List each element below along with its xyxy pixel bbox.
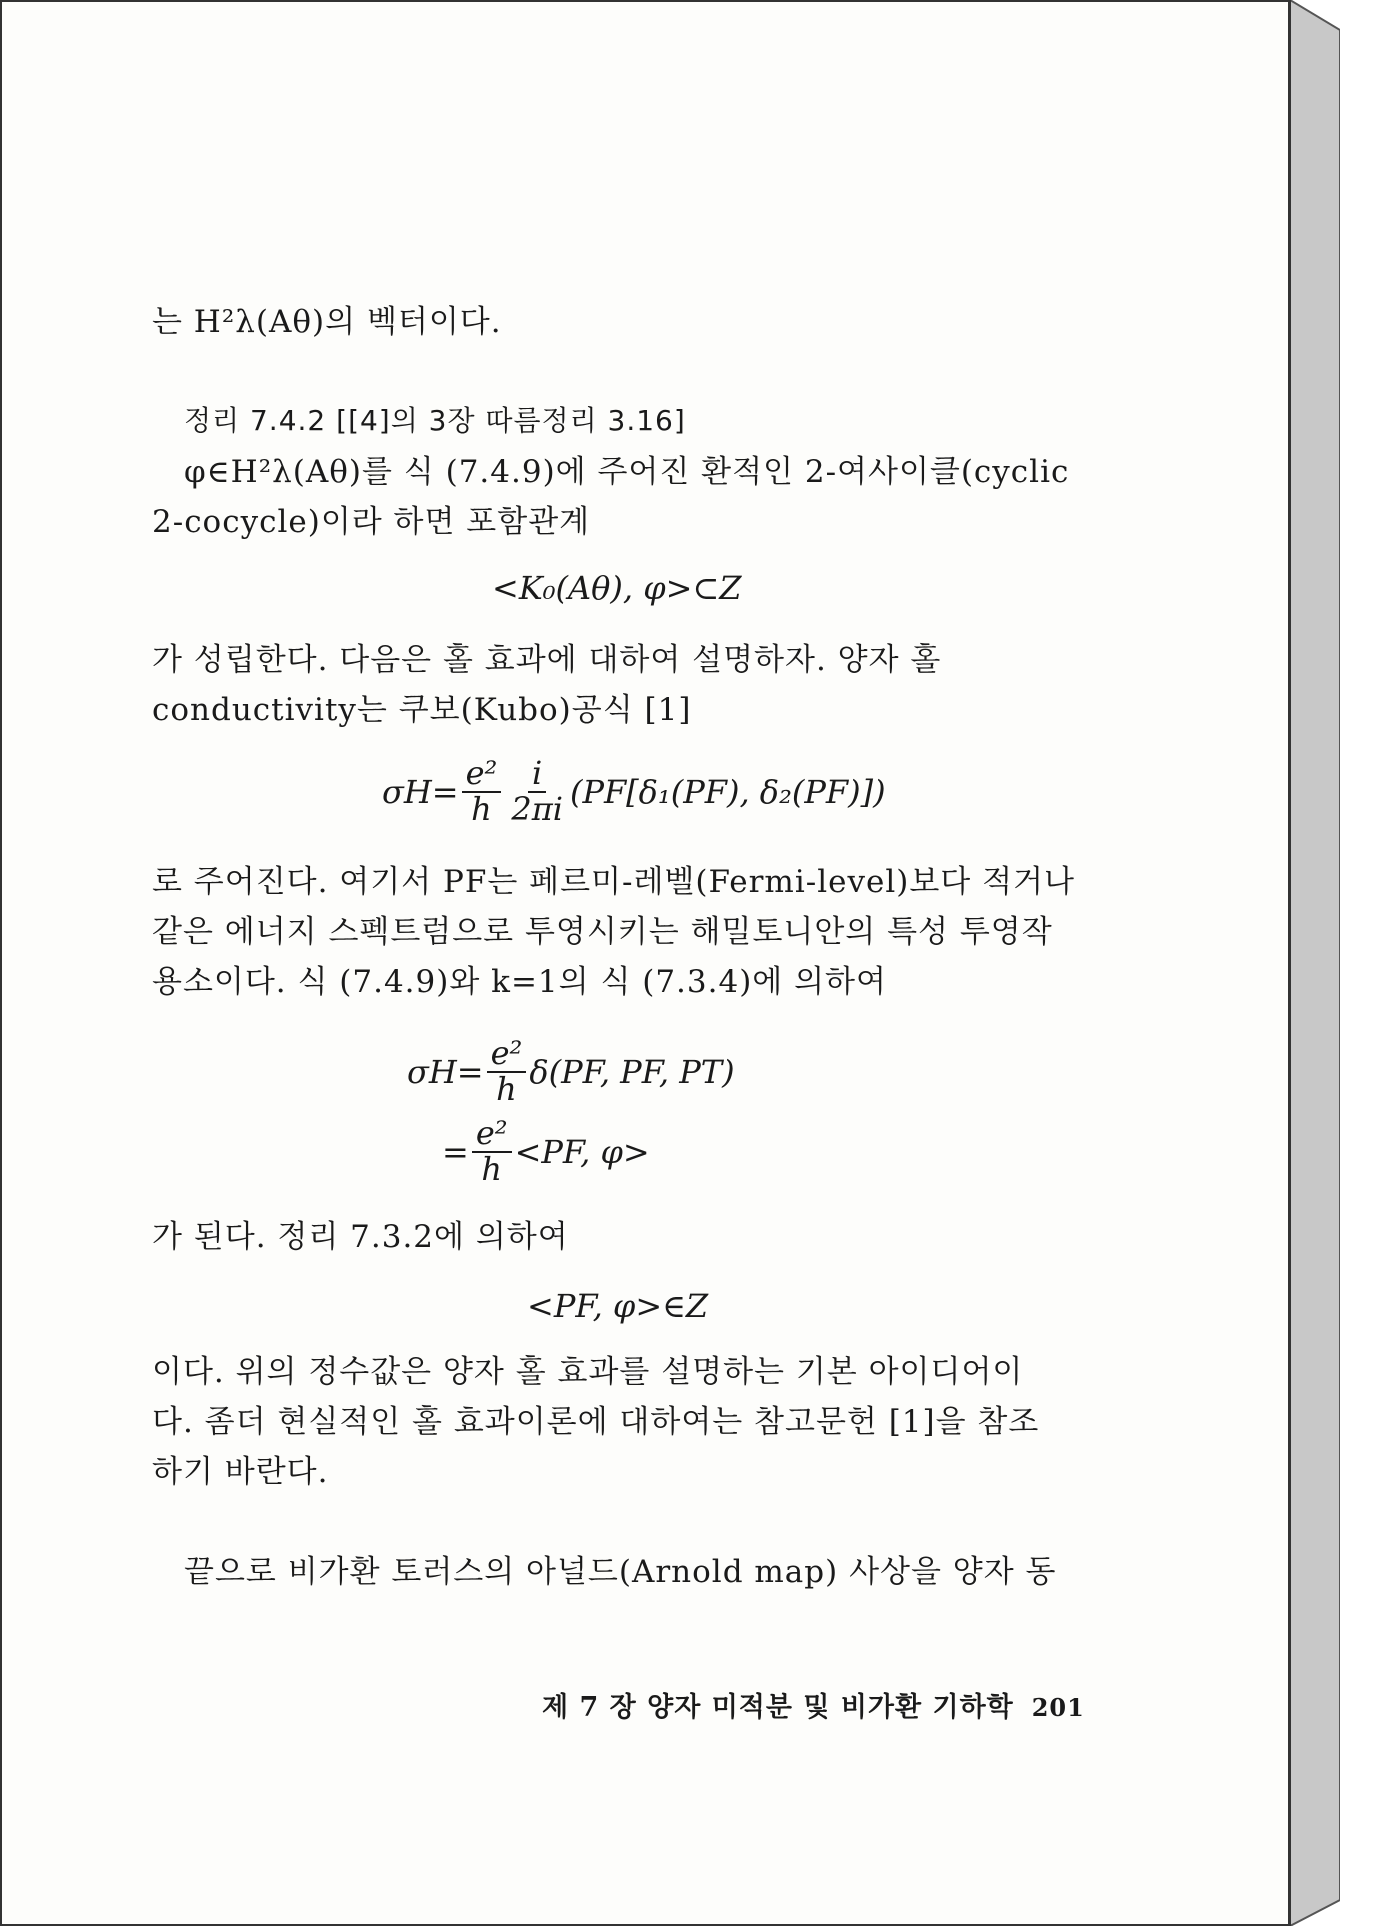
eq3-rhs: δ(PF, PF, PT) (529, 1052, 735, 1091)
fraction-e2-over-h (462, 754, 502, 828)
eq3-lhs: σH= (407, 1052, 484, 1091)
fraction-denominator: h (471, 789, 492, 828)
fraction-denominator: 2πi (511, 789, 563, 828)
eq4-lhs: = (442, 1132, 469, 1171)
spine-shape (1290, 0, 1340, 1926)
text-line-12: 하기 바란다. (152, 1454, 329, 1490)
equation-2 (382, 754, 886, 828)
fraction-denominator: h (496, 1069, 517, 1108)
text-line-1: 는 H²λ(Aθ)의 벡터이다. (152, 304, 502, 340)
equation-3 (407, 1034, 735, 1108)
eq2-rhs: (PF[δ₁(PF), δ₂(PF)]) (569, 772, 886, 811)
fraction-numerator: e² (487, 1037, 527, 1073)
text-line-4: 가 성립한다. 다음은 홀 효과에 대하여 설명하자. 양자 홀 (152, 642, 942, 678)
text-line-2: φ∈H²λ(Aθ)를 식 (7.4.9)에 주어진 환적인 2-여사이클(cyclic (184, 454, 1070, 490)
eq4-rhs: <PF, φ> (514, 1132, 650, 1171)
equation-4 (442, 1114, 650, 1188)
fraction-i-over-2pi-i (507, 754, 567, 828)
text-line-3: 2-cocycle)이라 하면 포함관계 (152, 504, 591, 540)
running-footer (542, 1685, 1085, 1724)
fraction-e2-over-h (472, 1114, 512, 1188)
text-line-9: 가 된다. 정리 7.3.2에 의하여 (152, 1219, 569, 1255)
page-number: 201 (1031, 1693, 1085, 1722)
text-line-11: 다. 좀더 현실적인 홀 효과이론에 대하여는 참고문헌 [1]을 참조 (152, 1404, 1040, 1440)
eq2-lhs: σH= (382, 772, 459, 811)
equation-1: <K₀(Aθ), φ>⊂Z (492, 569, 742, 607)
fraction-e2-over-h (487, 1034, 527, 1108)
fraction-numerator: i (528, 757, 546, 793)
equation-5: <PF, φ>∈Z (527, 1287, 709, 1325)
fraction-numerator: e² (462, 757, 502, 793)
text-line-8: 용소이다. 식 (7.4.9)와 k=1의 식 (7.3.4)에 의하여 (152, 964, 887, 1000)
text-line-5: conductivity는 쿠보(Kubo)공식 [1] (152, 692, 692, 728)
text-line-6: 로 주어진다. 여기서 PF는 페르미-레벨(Fermi-level)보다 적거나 (152, 864, 1075, 900)
theorem-heading: 정리 7.4.2 [[4]의 3장 따름정리 3.16] (184, 404, 686, 437)
fraction-denominator: h (481, 1149, 502, 1188)
book-spine-edge (1290, 0, 1340, 1926)
chapter-title: 제 7 장 양자 미적분 및 비가환 기하학 (542, 1692, 1014, 1723)
fraction-numerator: e² (472, 1117, 512, 1153)
text-line-13: 끝으로 비가환 토러스의 아널드(Arnold map) 사상을 양자 동 (184, 1554, 1057, 1590)
text-line-7: 같은 에너지 스펙트럼으로 투영시키는 해밀토니안의 특성 투영작 (152, 914, 1053, 950)
text-line-10: 이다. 위의 정수값은 양자 홀 효과를 설명하는 기본 아이디어이 (152, 1354, 1024, 1390)
